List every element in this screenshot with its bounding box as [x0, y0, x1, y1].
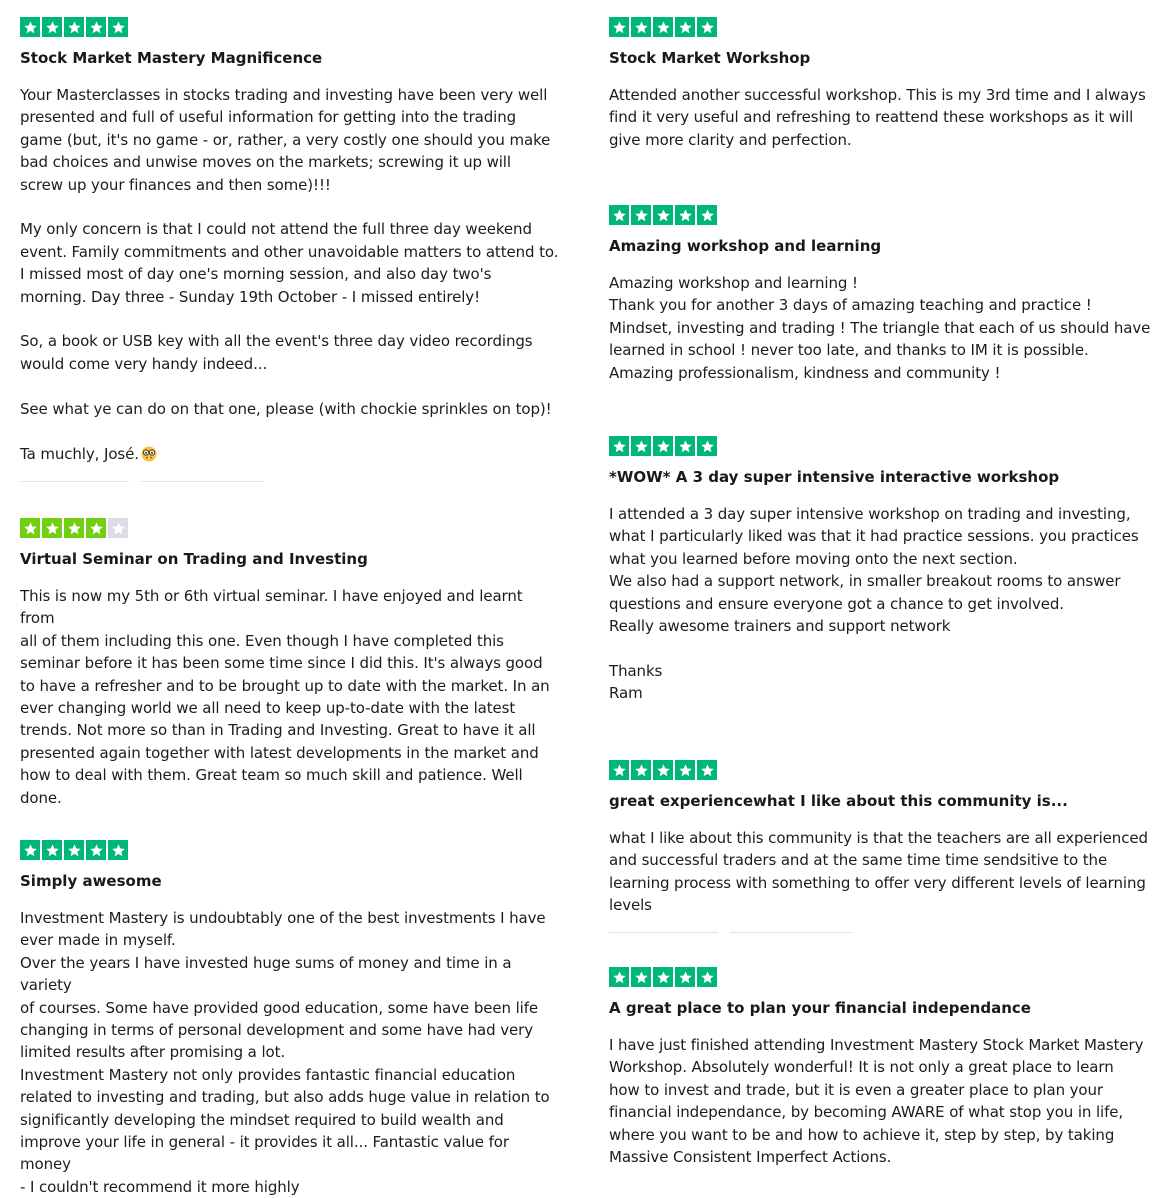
star-icon: [653, 436, 673, 456]
star-icon: [653, 967, 673, 987]
star-icon: [42, 518, 62, 538]
review-title[interactable]: Stock Market Workshop: [609, 49, 811, 67]
star-icon: [86, 840, 106, 860]
star-icon: [20, 17, 40, 37]
star-icon: [20, 840, 40, 860]
star-icon: [631, 760, 651, 780]
star-icon: [64, 17, 84, 37]
review-body: I have just finished attending Investment Mastery Stock Market Mastery Workshop. Absolutely wonderful! It is not only a great place to learn how to invest and trade, but it is even a greater place to plan your financial independance, by becoming AWARE of what stop you in life, where you want to be and how to achieve it, step by step, by taking Massive Consistent Imperfect Actions.: [609, 1036, 1144, 1167]
star-icon: [675, 760, 695, 780]
star-icon: [609, 760, 629, 780]
review-body: Amazing workshop and learning ! Thank you for another 3 days of amazing teaching and practice ! Mindset, investing and trading ! The triangle that each of us should have learned in school ! never too late, and thanks to IM it is possible. Amazing professionalism, kindness and community !: [609, 274, 1151, 382]
review-card: [609, 760, 1154, 917]
review-title[interactable]: Stock Market Mastery Magnificence: [20, 49, 323, 67]
star-icon: [675, 967, 695, 987]
review-title[interactable]: great experiencewhat I like about this community is...: [609, 792, 1068, 810]
star-icon: [653, 17, 673, 37]
review-card: [20, 518, 560, 809]
star-rating: [609, 760, 1154, 780]
star-icon: [64, 840, 84, 860]
star-icon: [631, 17, 651, 37]
star-icon: [697, 967, 717, 987]
review-title[interactable]: Simply awesome: [20, 872, 162, 890]
nerd-face-emoji-icon: [141, 446, 157, 462]
star-rating: [609, 17, 1154, 37]
star-icon: [631, 436, 651, 456]
star-icon: [609, 17, 629, 37]
review-body: Investment Mastery is undoubtably one of the best investments I have ever made in myself. Over the years I have invested huge sums of money and time in a variety of courses. Some have provided good education, some have been life changing in terms of personal development and some have had very limited results after promising a lot. Investment Mastery not only provides fantastic financial education related to investing and trading, but also adds huge value in relation to significantly developing the mindset required to build wealth and improve your life in general - it provides it all... Fantastic value for money - I couldn't recommend it more highly: [20, 909, 550, 1196]
star-icon: [42, 17, 62, 37]
review-card: [609, 17, 1154, 151]
star-icon: [609, 205, 629, 225]
star-icon: [675, 436, 695, 456]
review-text: Your Masterclasses in stocks trading and investing have been very well presented and full of useful information for getting into the trading game (but, it's no game - or, rather, a very costly one should you make bad choices and unwise moves on the markets; screwing it up will screw up your finances and then some)!!! My only concern is that I could not attend the full three day weekend event. Family commitments and other unavoidable matters to attend to. I missed most of day one's morning session, and also day two's morning. Day three - Sunday 19th October - I missed entirely! So, a book or USB key with all the event's three day video recordings would come very handy indeed... See what ye can do on that one, please (with chockie sprinkles on top)! Ta muchly, José.: [20, 86, 559, 463]
review-body: Attended another successful workshop. This is my 3rd time and I always find it very useful and refreshing to reattend these workshops as it will give more clarity and perfection.: [609, 86, 1146, 149]
star-icon: [697, 205, 717, 225]
star-icon: [108, 518, 128, 538]
star-icon: [631, 205, 651, 225]
review-title[interactable]: A great place to plan your financial independance: [609, 999, 1031, 1017]
star-icon: [631, 967, 651, 987]
star-rating: [20, 17, 560, 37]
review-title[interactable]: Virtual Seminar on Trading and Investing: [20, 550, 368, 568]
review-card: [20, 840, 560, 1198]
star-icon: [86, 17, 106, 37]
star-icon: [609, 967, 629, 987]
review-divider: [20, 481, 265, 482]
star-rating: [609, 967, 1154, 987]
star-icon: [653, 205, 673, 225]
star-icon: [697, 436, 717, 456]
review-card: [20, 17, 560, 465]
review-title[interactable]: *WOW* A 3 day super intensive interactive workshop: [609, 468, 1060, 486]
star-icon: [20, 518, 40, 538]
star-icon: [64, 518, 84, 538]
star-icon: [675, 205, 695, 225]
review-body: [20, 84, 560, 465]
star-icon: [86, 518, 106, 538]
star-rating: [609, 436, 1154, 456]
review-card: [609, 436, 1154, 705]
star-icon: [108, 840, 128, 860]
star-icon: [609, 436, 629, 456]
review-body: I attended a 3 day super intensive workshop on trading and investing, what I particularly liked was that it had practice sessions. you practices what you learned before moving onto the next section. We also had a support network, in smaller breakout rooms to answer questions and ensure everyone got a chance to get involved. Really awesome trainers and support network Thanks Ram: [609, 505, 1139, 703]
review-title[interactable]: Amazing workshop and learning: [609, 237, 882, 255]
star-rating: [609, 205, 1154, 225]
star-rating: [20, 518, 560, 538]
star-icon: [697, 17, 717, 37]
star-icon: [675, 17, 695, 37]
star-icon: [42, 840, 62, 860]
review-body: what I like about this community is that the teachers are all experienced and successful traders and at the same time time sendsitive to the learning process with something to offer very different levels of learning levels: [609, 829, 1148, 915]
review-divider: [609, 932, 854, 933]
star-rating: [20, 840, 560, 860]
review-card: [609, 967, 1154, 1168]
star-icon: [697, 760, 717, 780]
review-card: [609, 205, 1154, 384]
star-icon: [653, 760, 673, 780]
review-body: This is now my 5th or 6th virtual seminar. I have enjoyed and learnt from all of them including this one. Even though I have completed this seminar before it has been some time since I did this. It's always good to have a refresher and to be brought up to date with the market. In an ever changing world we all need to keep up-to-date with the latest trends. Not more so than in Trading and Investing. Great to have it all presented again together with latest developments in the market and how to deal with them. Great team so much skill and patience. Well done.: [20, 587, 550, 807]
star-icon: [108, 17, 128, 37]
